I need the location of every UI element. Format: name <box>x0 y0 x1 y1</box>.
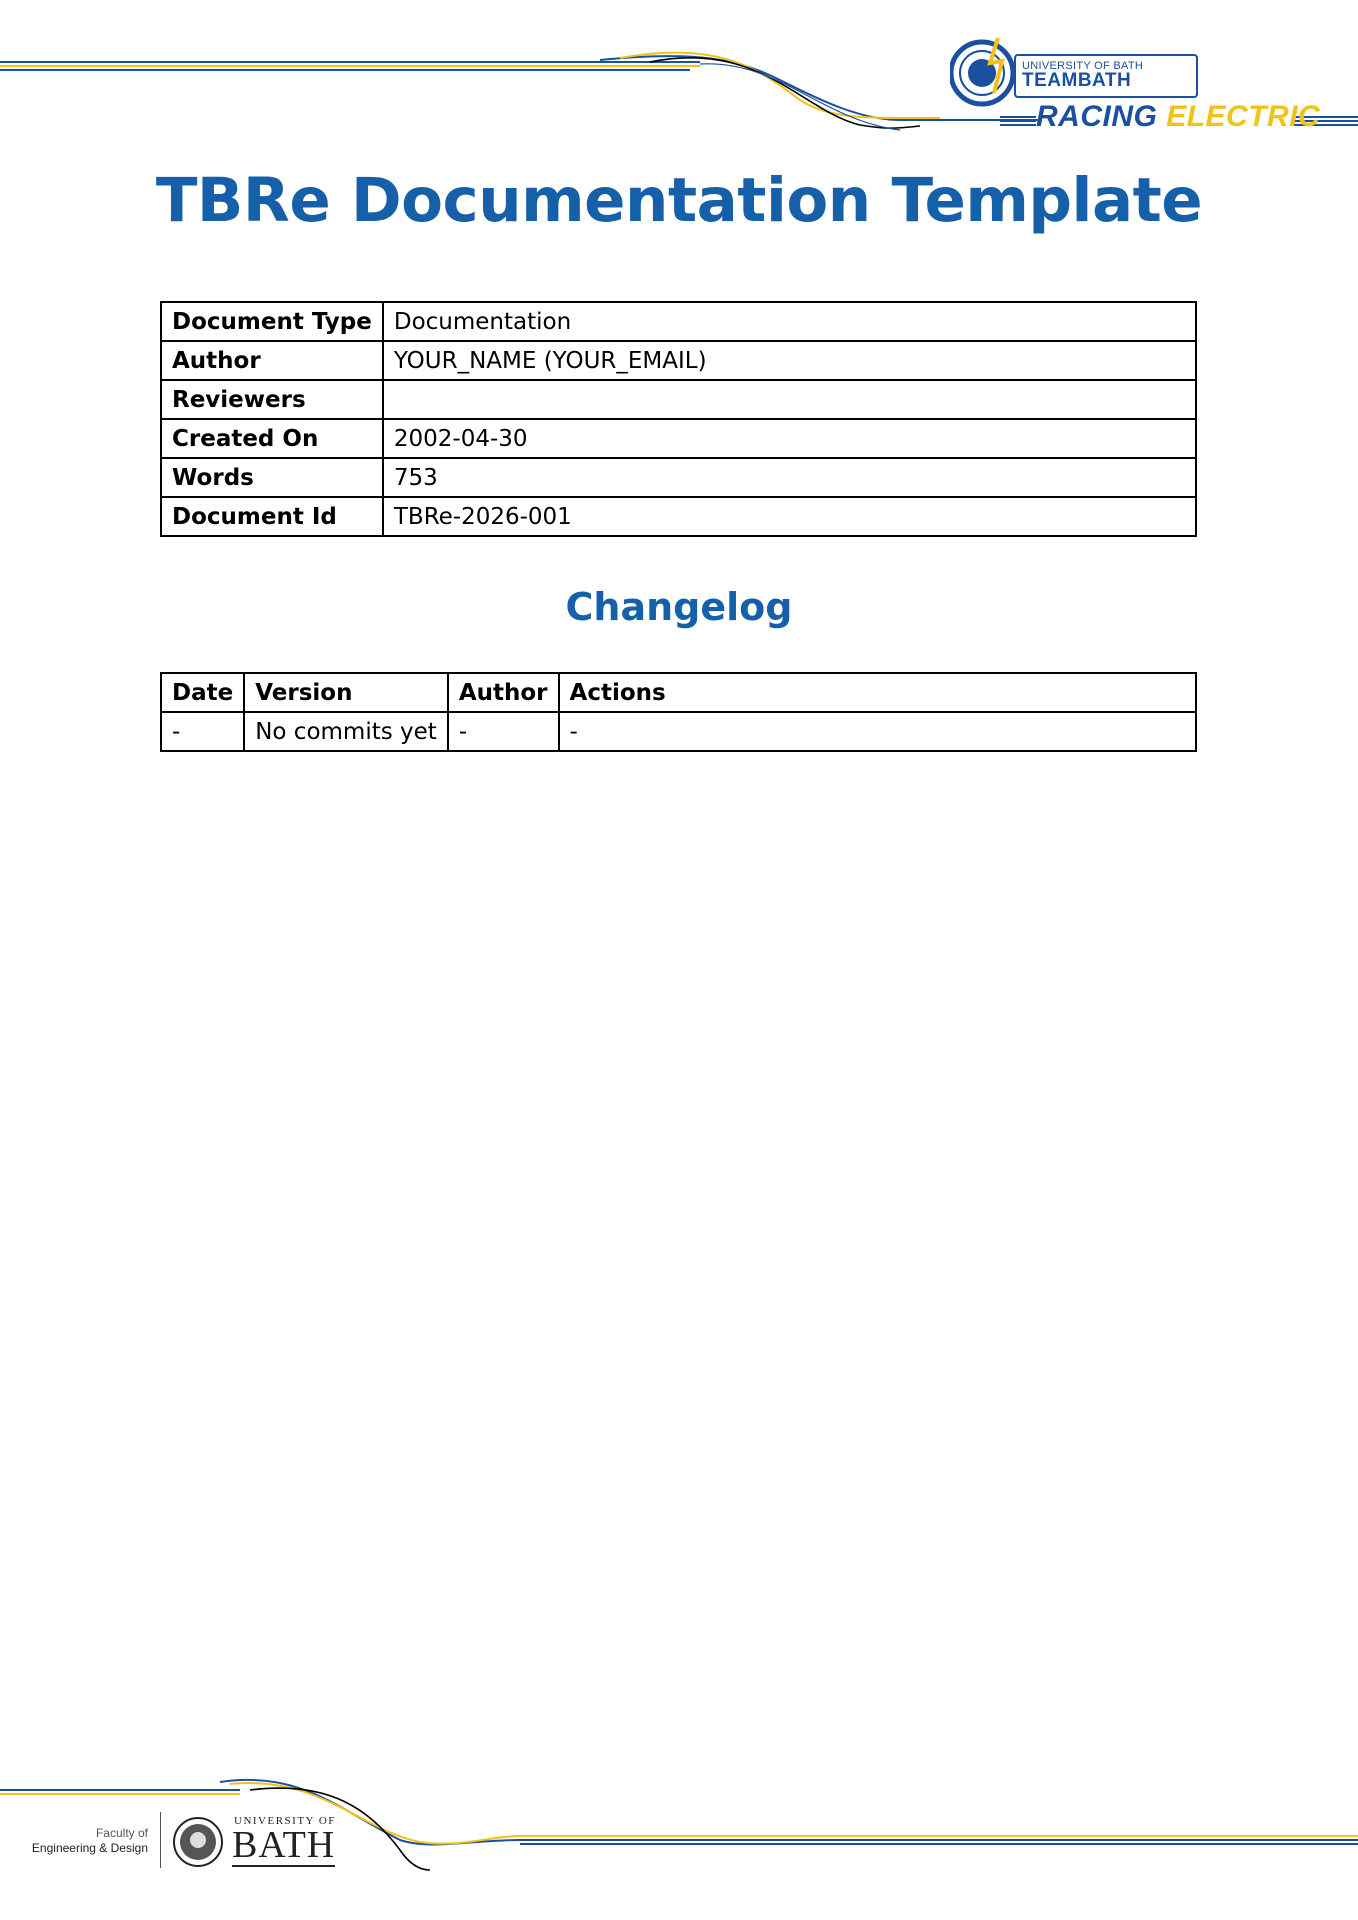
faculty-line-1: Faculty of <box>95 1826 148 1840</box>
team-seal-icon <box>950 33 1016 113</box>
university-seal-icon <box>172 1816 224 1868</box>
changelog-table <box>160 672 1197 752</box>
table-row <box>161 341 1196 380</box>
table-row <box>161 302 1196 341</box>
column-header-author: Author <box>448 673 559 712</box>
meta-value <box>383 380 1196 419</box>
column-header-date: Date <box>161 673 244 712</box>
meta-value: YOUR_NAME (YOUR_EMAIL) <box>383 341 1196 380</box>
metadata-table <box>160 301 1197 537</box>
table-row <box>161 712 1196 751</box>
table-row <box>161 419 1196 458</box>
logo-racing-text: RACING <box>1036 100 1158 133</box>
changelog-cell-author: - <box>448 712 559 751</box>
footer-bath-wordmark: BATH <box>232 1824 336 1866</box>
meta-key: Words <box>161 458 383 497</box>
changelog-title: Changelog <box>565 585 793 629</box>
footer-divider <box>160 1812 161 1868</box>
meta-value: TBRe-2026-001 <box>383 497 1196 536</box>
column-header-version: Version <box>244 673 448 712</box>
changelog-cell-actions: - <box>559 712 1196 751</box>
meta-key: Reviewers <box>161 380 383 419</box>
column-header-actions: Actions <box>559 673 1196 712</box>
page-title: TBRe Documentation Template <box>155 165 1203 236</box>
meta-value: Documentation <box>383 302 1196 341</box>
meta-value: 2002-04-30 <box>383 419 1196 458</box>
changelog-cell-date: - <box>161 712 244 751</box>
meta-key: Author <box>161 341 383 380</box>
footer-university-of: UNIVERSITY OF <box>234 1815 336 1827</box>
table-header-row <box>161 673 1196 712</box>
meta-key: Document Type <box>161 302 383 341</box>
table-row <box>161 380 1196 419</box>
team-logo <box>950 30 1358 140</box>
faculty-line-2: Engineering & Design <box>31 1841 148 1855</box>
footer-faculty <box>20 1826 148 1856</box>
logo-racing-electric <box>1036 100 1320 134</box>
meta-value: 753 <box>383 458 1196 497</box>
changelog-cell-version: No commits yet <box>244 712 448 751</box>
logo-university-text: UNIVERSITY OF BATH <box>1022 60 1144 72</box>
table-row <box>161 458 1196 497</box>
logo-electric-text: ELECTRIC <box>1166 100 1321 133</box>
meta-key: Created On <box>161 419 383 458</box>
meta-key: Document Id <box>161 497 383 536</box>
table-row <box>161 497 1196 536</box>
logo-teambath-text: TEAMBATH <box>1022 70 1132 91</box>
